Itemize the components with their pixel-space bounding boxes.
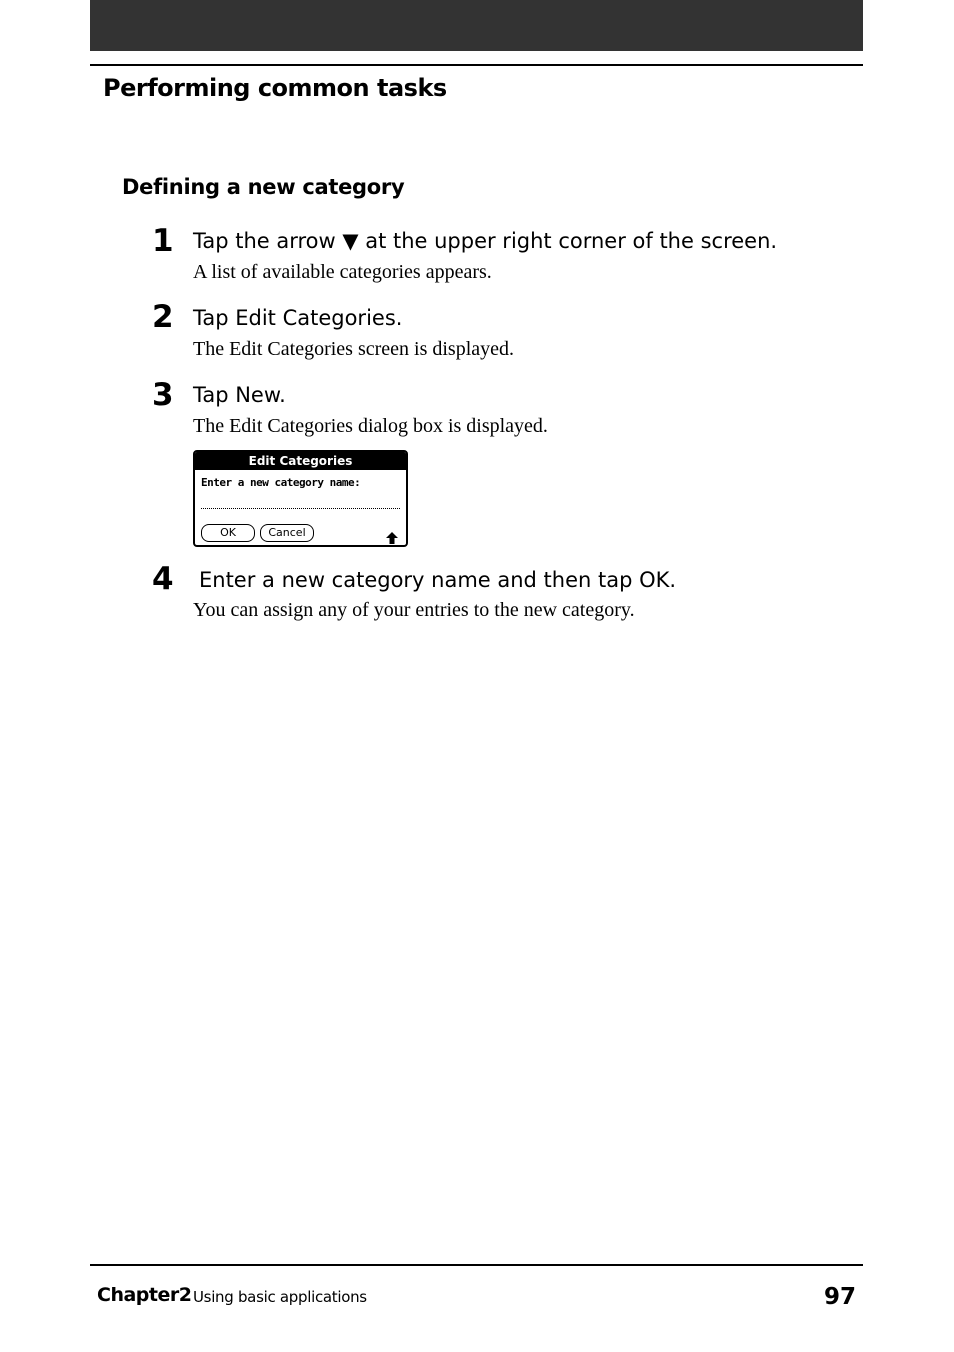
- footer-rule: [90, 1264, 863, 1266]
- step-instruction-3: Tap New.: [193, 383, 286, 407]
- header-rule: [90, 64, 863, 66]
- dialog-title: Edit Categories: [195, 452, 406, 470]
- step-result-1: A list of available categories appears.: [193, 261, 492, 283]
- step-number-2: 2: [152, 299, 174, 335]
- step-instruction-4: Enter a new category name and then tap OK.: [199, 568, 677, 592]
- step-result-4: You can assign any of your entries to the new category.: [193, 599, 635, 621]
- page-number: 97: [823, 1284, 856, 1310]
- dialog-prompt: Enter a new category name:: [201, 476, 361, 489]
- footer-chapter: Chapter2: [97, 1284, 192, 1306]
- ok-button[interactable]: OK: [201, 524, 255, 542]
- step-instruction-1: Tap the arrow ▼ at the upper right corner of the screen.: [193, 229, 778, 253]
- step-number-1: 1: [152, 223, 174, 259]
- header-bar: [90, 0, 863, 51]
- step-number-3: 3: [152, 377, 174, 413]
- shift-arrow-up-icon[interactable]: [386, 532, 398, 544]
- step-number-4: 4: [152, 561, 174, 597]
- section-title: Performing common tasks: [103, 74, 447, 102]
- step-result-3: The Edit Categories dialog box is displayed.: [193, 415, 548, 437]
- footer-chapter-title: Using basic applications: [193, 1288, 367, 1306]
- edit-categories-dialog: [193, 450, 408, 547]
- step-result-2: The Edit Categories screen is displayed.: [193, 338, 515, 360]
- step-instruction-2: Tap Edit Categories.: [193, 306, 403, 330]
- cancel-button[interactable]: Cancel: [260, 524, 314, 542]
- category-name-input[interactable]: [201, 508, 400, 509]
- subsection-title: Defining a new category: [122, 175, 405, 199]
